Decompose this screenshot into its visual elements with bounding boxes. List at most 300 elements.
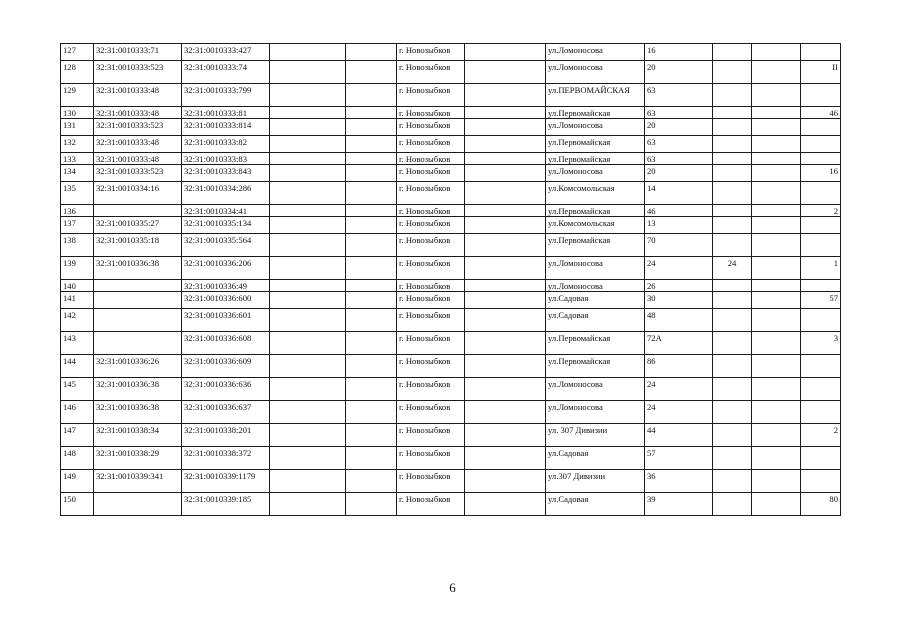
table-row — [61, 447, 841, 470]
cell-empty — [270, 355, 346, 378]
cell-city: г. Новозыбков — [397, 153, 465, 165]
cell-cadastral-building: 32:31:0010334:286 — [182, 182, 270, 205]
registry-table-body — [61, 44, 841, 516]
cell-empty — [270, 153, 346, 165]
cell-cadastral-parcel: 32:31:0010333:48 — [94, 153, 182, 165]
cell-house-number: 16 — [645, 44, 713, 61]
cell-empty — [270, 205, 346, 217]
cell-extra — [713, 332, 752, 355]
cell-empty — [465, 136, 546, 153]
cell-empty — [752, 84, 801, 107]
cell-cadastral-building: 32:31:0010333:83 — [182, 153, 270, 165]
cell-street: ул.Садовая — [546, 493, 645, 516]
cell-house-number: 26 — [645, 280, 713, 292]
cell-note: 2 — [801, 205, 841, 217]
cell-cadastral-parcel: 32:31:0010333:48 — [94, 136, 182, 153]
cell-note — [801, 355, 841, 378]
cell-street: ул.Первомайская — [546, 234, 645, 257]
table-row — [61, 107, 841, 119]
cell-note — [801, 378, 841, 401]
cell-city: г. Новозыбков — [397, 44, 465, 61]
cell-empty — [346, 136, 397, 153]
cell-extra — [713, 447, 752, 470]
table-row — [61, 424, 841, 447]
cell-empty — [346, 470, 397, 493]
cell-empty — [270, 378, 346, 401]
cell-extra — [713, 234, 752, 257]
cell-note — [801, 44, 841, 61]
cell-house-number: 30 — [645, 292, 713, 309]
cell-empty — [270, 84, 346, 107]
cell-house-number: 57 — [645, 447, 713, 470]
cell-cadastral-building: 32:31:0010333:81 — [182, 107, 270, 119]
cell-street: ул.307 Дивизии — [546, 470, 645, 493]
cell-city: г. Новозыбков — [397, 447, 465, 470]
cell-cadastral-building: 32:31:0010335:564 — [182, 234, 270, 257]
cell-cadastral-parcel: 32:31:0010334:16 — [94, 182, 182, 205]
cell-cadastral-parcel — [94, 493, 182, 516]
cell-city: г. Новозыбков — [397, 61, 465, 84]
cell-empty — [752, 165, 801, 182]
cell-street: ул.Первомайская — [546, 107, 645, 119]
cell-note: 57 — [801, 292, 841, 309]
cell-empty — [465, 84, 546, 107]
cell-extra — [713, 493, 752, 516]
cell-empty — [346, 309, 397, 332]
cell-empty — [465, 493, 546, 516]
cell-row-number: 144 — [61, 355, 94, 378]
cell-cadastral-building: 32:31:0010336:609 — [182, 355, 270, 378]
cell-house-number: 46 — [645, 205, 713, 217]
cell-empty — [346, 292, 397, 309]
cell-street: ул.Ломоносова — [546, 280, 645, 292]
table-row — [61, 84, 841, 107]
cell-note: 1 — [801, 257, 841, 280]
cell-empty — [752, 61, 801, 84]
cell-extra — [713, 136, 752, 153]
cell-street: ул.Садовая — [546, 309, 645, 332]
table-row — [61, 280, 841, 292]
cell-note — [801, 234, 841, 257]
cell-house-number: 48 — [645, 309, 713, 332]
cell-empty — [752, 182, 801, 205]
cell-cadastral-parcel: 32:31:0010336:38 — [94, 257, 182, 280]
cell-cadastral-parcel: 32:31:0010333:523 — [94, 165, 182, 182]
cell-empty — [465, 107, 546, 119]
cell-house-number: 14 — [645, 182, 713, 205]
cell-cadastral-building: 32:31:0010336:49 — [182, 280, 270, 292]
cell-cadastral-building: 32:31:0010339:1179 — [182, 470, 270, 493]
cell-house-number: 70 — [645, 234, 713, 257]
cell-empty — [346, 182, 397, 205]
cell-note: 2 — [801, 424, 841, 447]
cell-empty — [752, 205, 801, 217]
cell-empty — [465, 401, 546, 424]
cell-row-number: 140 — [61, 280, 94, 292]
cell-cadastral-building: 32:31:0010336:600 — [182, 292, 270, 309]
cell-city: г. Новозыбков — [397, 401, 465, 424]
cell-extra — [713, 378, 752, 401]
cell-empty — [465, 257, 546, 280]
cell-empty — [752, 107, 801, 119]
cell-street: ул.Ломоносова — [546, 119, 645, 136]
cell-row-number: 128 — [61, 61, 94, 84]
cell-empty — [465, 470, 546, 493]
cell-empty — [465, 182, 546, 205]
cell-row-number: 139 — [61, 257, 94, 280]
cell-empty — [465, 205, 546, 217]
cell-note — [801, 153, 841, 165]
table-row — [61, 217, 841, 234]
cell-row-number: 130 — [61, 107, 94, 119]
cell-extra — [713, 61, 752, 84]
cell-empty — [270, 217, 346, 234]
table-row — [61, 470, 841, 493]
cell-row-number: 127 — [61, 44, 94, 61]
cell-street: ул.Первомайская — [546, 136, 645, 153]
cell-cadastral-building: 32:31:0010338:372 — [182, 447, 270, 470]
cell-city: г. Новозыбков — [397, 332, 465, 355]
cell-extra — [713, 44, 752, 61]
cell-row-number: 148 — [61, 447, 94, 470]
cell-empty — [465, 119, 546, 136]
cell-note: 16 — [801, 165, 841, 182]
cell-cadastral-building: 32:31:0010333:82 — [182, 136, 270, 153]
table-row — [61, 136, 841, 153]
cell-empty — [752, 119, 801, 136]
cell-empty — [346, 355, 397, 378]
cell-cadastral-building: 32:31:0010333:427 — [182, 44, 270, 61]
cell-empty — [270, 309, 346, 332]
cell-note — [801, 119, 841, 136]
cell-row-number: 134 — [61, 165, 94, 182]
cell-cadastral-parcel: 32:31:0010336:38 — [94, 378, 182, 401]
cell-cadastral-parcel — [94, 205, 182, 217]
cell-city: г. Новозыбков — [397, 136, 465, 153]
cell-empty — [270, 107, 346, 119]
cell-empty — [270, 165, 346, 182]
cell-empty — [752, 493, 801, 516]
cell-row-number: 133 — [61, 153, 94, 165]
cell-empty — [346, 401, 397, 424]
cell-row-number: 132 — [61, 136, 94, 153]
cell-city: г. Новозыбков — [397, 280, 465, 292]
cell-empty — [465, 165, 546, 182]
cell-city: г. Новозыбков — [397, 470, 465, 493]
cell-street: ул.Комсомольская — [546, 217, 645, 234]
cell-note — [801, 470, 841, 493]
cell-empty — [270, 61, 346, 84]
cell-street: ул.Ломоносова — [546, 378, 645, 401]
cell-house-number: 63 — [645, 84, 713, 107]
cell-street: ул.Ломоносова — [546, 401, 645, 424]
cell-empty — [346, 234, 397, 257]
cell-cadastral-parcel: 32:31:0010333:523 — [94, 61, 182, 84]
cell-row-number: 147 — [61, 424, 94, 447]
cell-empty — [346, 493, 397, 516]
cell-empty — [752, 355, 801, 378]
cell-street: ул.Ломоносова — [546, 165, 645, 182]
cell-empty — [346, 280, 397, 292]
cell-empty — [346, 61, 397, 84]
cell-extra — [713, 470, 752, 493]
cell-house-number: 63 — [645, 136, 713, 153]
cell-house-number: 20 — [645, 165, 713, 182]
cell-city: г. Новозыбков — [397, 292, 465, 309]
cell-street: ул.Первомайская — [546, 332, 645, 355]
cell-empty — [465, 44, 546, 61]
cell-row-number: 145 — [61, 378, 94, 401]
cell-extra — [713, 217, 752, 234]
cell-extra — [713, 107, 752, 119]
cell-extra — [713, 424, 752, 447]
cell-empty — [752, 309, 801, 332]
cell-empty — [465, 378, 546, 401]
cell-extra — [713, 280, 752, 292]
cell-cadastral-building: 32:31:0010339:185 — [182, 493, 270, 516]
table-row — [61, 234, 841, 257]
cell-note: 46 — [801, 107, 841, 119]
cell-note — [801, 280, 841, 292]
page-number: 6 — [449, 580, 456, 595]
cell-cadastral-building: 32:31:0010336:601 — [182, 309, 270, 332]
cell-row-number: 143 — [61, 332, 94, 355]
cell-note — [801, 84, 841, 107]
cell-empty — [346, 424, 397, 447]
cell-cadastral-parcel: 32:31:0010338:29 — [94, 447, 182, 470]
cell-extra — [713, 292, 752, 309]
cell-empty — [465, 217, 546, 234]
cell-house-number: 63 — [645, 107, 713, 119]
cell-empty — [465, 355, 546, 378]
cell-extra — [713, 84, 752, 107]
cell-city: г. Новозыбков — [397, 182, 465, 205]
cell-empty — [270, 447, 346, 470]
cell-empty — [346, 165, 397, 182]
cell-extra — [713, 205, 752, 217]
cell-empty — [752, 447, 801, 470]
table-row — [61, 257, 841, 280]
cell-city: г. Новозыбков — [397, 107, 465, 119]
cell-cadastral-building: 32:31:0010336:636 — [182, 378, 270, 401]
cell-house-number: 72А — [645, 332, 713, 355]
cell-street: ул.Ломоносова — [546, 257, 645, 280]
cell-city: г. Новозыбков — [397, 355, 465, 378]
cell-empty — [752, 257, 801, 280]
cell-row-number: 135 — [61, 182, 94, 205]
cell-empty — [270, 234, 346, 257]
cell-note — [801, 401, 841, 424]
cell-street: ул.Комсомольская — [546, 182, 645, 205]
cell-street: ул.ПЕРВОМАЙСКАЯ — [546, 84, 645, 107]
table-row — [61, 165, 841, 182]
cell-note: II — [801, 61, 841, 84]
cell-empty — [752, 217, 801, 234]
cell-cadastral-parcel — [94, 309, 182, 332]
cell-extra — [713, 401, 752, 424]
cell-row-number: 142 — [61, 309, 94, 332]
cell-empty — [346, 84, 397, 107]
cell-house-number: 13 — [645, 217, 713, 234]
cell-empty — [346, 217, 397, 234]
cell-extra — [713, 119, 752, 136]
cell-empty — [270, 280, 346, 292]
cell-cadastral-parcel: 32:31:0010338:34 — [94, 424, 182, 447]
cell-house-number: 20 — [645, 119, 713, 136]
cell-cadastral-building: 32:31:0010333:843 — [182, 165, 270, 182]
cell-empty — [270, 470, 346, 493]
cell-cadastral-parcel: 32:31:0010335:18 — [94, 234, 182, 257]
cell-empty — [752, 378, 801, 401]
cell-street: ул.Первомайская — [546, 205, 645, 217]
cell-empty — [752, 136, 801, 153]
cell-city: г. Новозыбков — [397, 257, 465, 280]
cell-empty — [465, 332, 546, 355]
cell-extra — [713, 165, 752, 182]
cell-row-number: 129 — [61, 84, 94, 107]
cell-empty — [270, 292, 346, 309]
cell-city: г. Новозыбков — [397, 234, 465, 257]
cell-house-number: 24 — [645, 378, 713, 401]
table-row — [61, 332, 841, 355]
cell-street: ул.Первомайская — [546, 153, 645, 165]
cell-house-number: 39 — [645, 493, 713, 516]
cell-city: г. Новозыбков — [397, 165, 465, 182]
cell-empty — [752, 292, 801, 309]
cell-cadastral-building: 32:31:0010338:201 — [182, 424, 270, 447]
cell-row-number: 149 — [61, 470, 94, 493]
cell-empty — [270, 332, 346, 355]
cell-city: г. Новозыбков — [397, 119, 465, 136]
cell-cadastral-parcel: 32:31:0010333:523 — [94, 119, 182, 136]
cell-empty — [270, 44, 346, 61]
cell-empty — [270, 182, 346, 205]
cell-extra — [713, 355, 752, 378]
table-row — [61, 153, 841, 165]
cell-cadastral-building: 32:31:0010334:41 — [182, 205, 270, 217]
cell-house-number: 24 — [645, 401, 713, 424]
cell-empty — [346, 447, 397, 470]
cell-street: ул.Ломоносова — [546, 61, 645, 84]
cell-empty — [752, 234, 801, 257]
cell-note: 80 — [801, 493, 841, 516]
cell-empty — [465, 234, 546, 257]
cell-city: г. Новозыбков — [397, 378, 465, 401]
cell-street: ул.Садовая — [546, 292, 645, 309]
table-row — [61, 378, 841, 401]
cell-empty — [752, 153, 801, 165]
cell-empty — [465, 424, 546, 447]
cell-city: г. Новозыбков — [397, 205, 465, 217]
cell-empty — [270, 401, 346, 424]
cell-empty — [346, 332, 397, 355]
table-row — [61, 355, 841, 378]
cell-empty — [346, 44, 397, 61]
cell-empty — [752, 280, 801, 292]
cell-note — [801, 447, 841, 470]
cell-cadastral-parcel: 32:31:0010333:48 — [94, 107, 182, 119]
cell-cadastral-parcel: 32:31:0010335:27 — [94, 217, 182, 234]
cell-row-number: 131 — [61, 119, 94, 136]
cell-row-number: 137 — [61, 217, 94, 234]
cell-extra: 24 — [713, 257, 752, 280]
cell-street: ул. 307 Дивизии — [546, 424, 645, 447]
cell-cadastral-building: 32:31:0010336:608 — [182, 332, 270, 355]
cell-row-number: 150 — [61, 493, 94, 516]
cell-cadastral-parcel — [94, 280, 182, 292]
cell-cadastral-building: 32:31:0010333:814 — [182, 119, 270, 136]
cell-empty — [465, 153, 546, 165]
cell-cadastral-building: 32:31:0010333:799 — [182, 84, 270, 107]
cell-empty — [465, 280, 546, 292]
cell-city: г. Новозыбков — [397, 309, 465, 332]
cell-empty — [465, 61, 546, 84]
cell-cadastral-parcel: 32:31:0010333:71 — [94, 44, 182, 61]
cell-note: 3 — [801, 332, 841, 355]
table-row — [61, 401, 841, 424]
cell-city: г. Новозыбков — [397, 217, 465, 234]
cell-empty — [346, 205, 397, 217]
cell-empty — [346, 107, 397, 119]
cell-cadastral-parcel — [94, 292, 182, 309]
cell-street: ул.Ломоносова — [546, 44, 645, 61]
cell-empty — [270, 119, 346, 136]
cell-house-number: 20 — [645, 61, 713, 84]
registry-table — [60, 43, 841, 516]
cell-street: ул.Садовая — [546, 447, 645, 470]
cell-empty — [270, 424, 346, 447]
cell-empty — [752, 332, 801, 355]
cell-cadastral-building: 32:31:0010336:637 — [182, 401, 270, 424]
cell-empty — [270, 257, 346, 280]
cell-city: г. Новозыбков — [397, 424, 465, 447]
cell-cadastral-parcel — [94, 332, 182, 355]
table-row — [61, 119, 841, 136]
cell-empty — [270, 136, 346, 153]
cell-house-number: 86 — [645, 355, 713, 378]
table-row — [61, 309, 841, 332]
cell-row-number: 136 — [61, 205, 94, 217]
cell-note — [801, 217, 841, 234]
cell-house-number: 24 — [645, 257, 713, 280]
cell-city: г. Новозыбков — [397, 84, 465, 107]
cell-extra — [713, 309, 752, 332]
cell-row-number: 141 — [61, 292, 94, 309]
cell-empty — [346, 153, 397, 165]
cell-empty — [346, 257, 397, 280]
cell-cadastral-building: 32:31:0010336:206 — [182, 257, 270, 280]
cell-row-number: 138 — [61, 234, 94, 257]
cell-empty — [465, 292, 546, 309]
table-row — [61, 292, 841, 309]
cell-house-number: 36 — [645, 470, 713, 493]
cell-empty — [465, 309, 546, 332]
cell-note — [801, 182, 841, 205]
cell-extra — [713, 182, 752, 205]
cell-empty — [752, 424, 801, 447]
cell-cadastral-parcel: 32:31:0010336:26 — [94, 355, 182, 378]
cell-street: ул.Первомайская — [546, 355, 645, 378]
cell-house-number: 44 — [645, 424, 713, 447]
table-row — [61, 493, 841, 516]
cell-cadastral-building: 32:31:0010335:134 — [182, 217, 270, 234]
cell-note — [801, 309, 841, 332]
cell-empty — [752, 44, 801, 61]
cell-empty — [270, 493, 346, 516]
cell-cadastral-parcel: 32:31:0010339:341 — [94, 470, 182, 493]
table-row — [61, 44, 841, 61]
table-row — [61, 182, 841, 205]
